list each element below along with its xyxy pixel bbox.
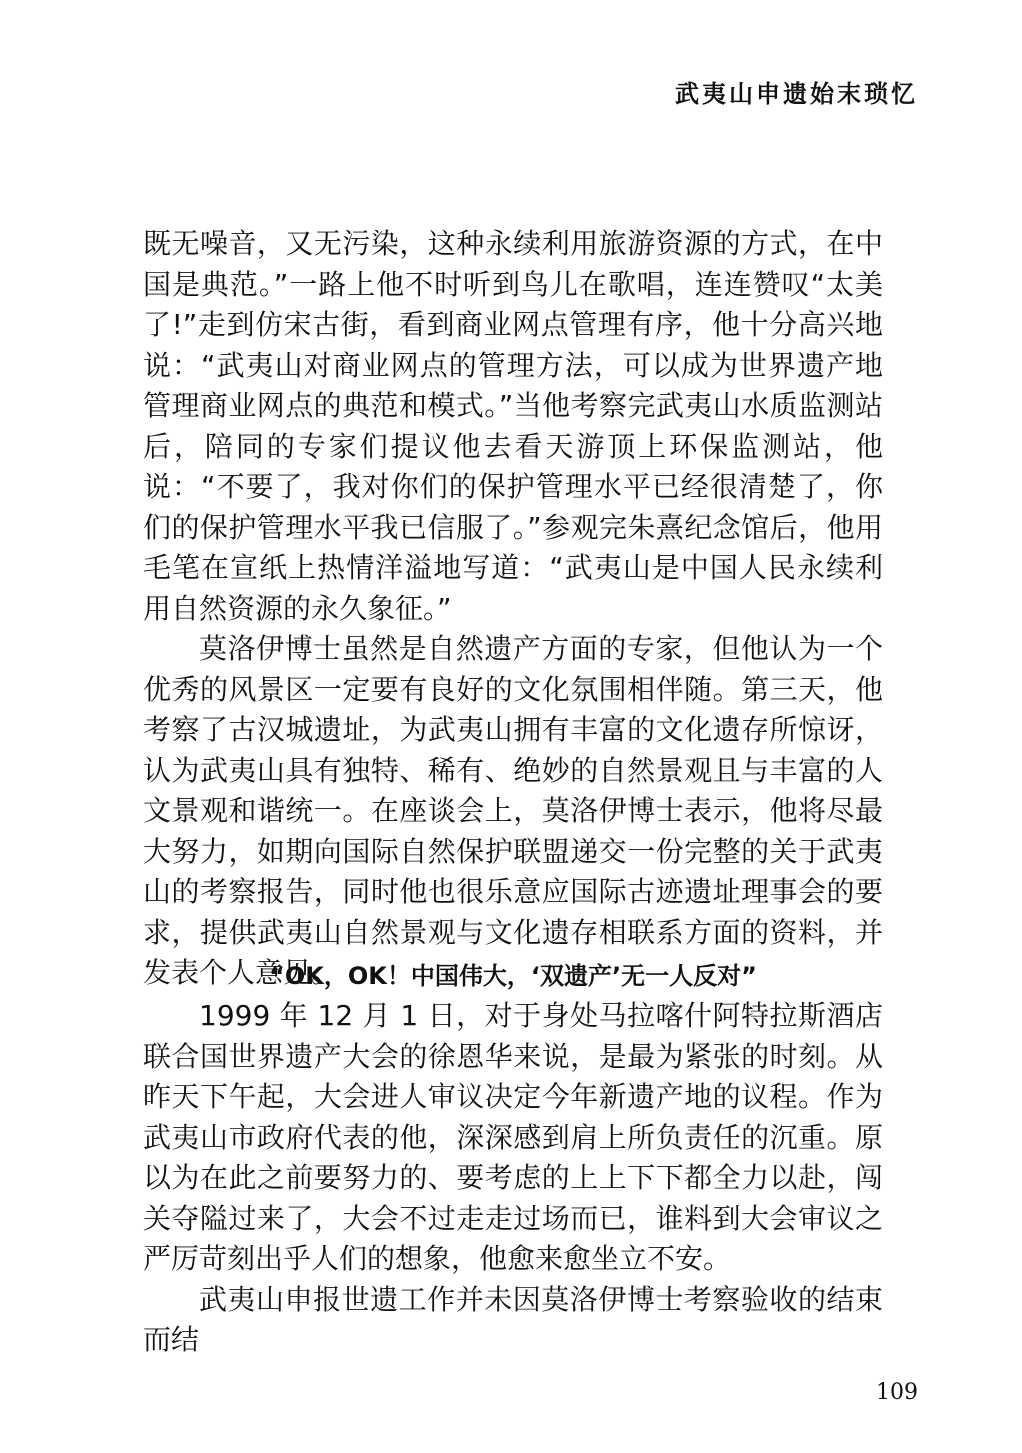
paragraph: 1999 年 12 月 1 日，对于身处马拉喀什阿特拉斯酒店联合国世界遗产大会的徐恩华来说，是最为紧张的时刻。从昨天下午起，大会进人审议决定今年新遗产地的议程。作为武夷山市政府代表的他，深深感到肩上所负责任的沉重。原以为在此之前要努力的、要考虑的上上下下都全力以赴，闯关夺隘过来了，大会不过走走过场而已，谁料到大会审议之严厉苛刻出乎人们的想象，他愈来愈坐立不安。 [143,999,883,1275]
running-header: 武夷山申遗始末琐忆 [675,79,918,108]
paragraph: 武夷山申报世遗工作并未因莫洛伊博士考察验收的结束而结 [143,1282,883,1356]
section-2-body [143,996,883,1361]
paragraph-continued: 既无噪音，又无污染，这种永续利用旅游资源的方式，在中国是典范。”一路上他不时听到鸟儿在歌唱，连连赞叹“太美了!”走到仿宋古街，看到商业网点管理有序，他十分高兴地说：“武夷山对商业网点的管理方法，可以成为世界遗产地管理商业网点的典范和模式。”当他考察完武夷山水质监测站后，陪同的专家们提议他去看天游顶上环保监测站，他说：“不要了，我对你们的保护管理水平已经很清楚了，你们的保护管理水平我已信服了。”参观完朱熹纪念馆后，他用毛笔在宣纸上热情洋溢地写道：“武夷山是中国人民永续利用自然资源的永久象征。” [143,227,883,625]
section-heading: “OK，OK！中国伟大，‘双遗产’无一人反对” [269,962,757,990]
page-number: 109 [876,1380,918,1405]
section-1-body [143,224,883,994]
paragraph: 莫洛伊博士虽然是自然遗产方面的专家，但他认为一个优秀的风景区一定要有良好的文化氛围相伴随。第三天，他考察了古汉城遗址，为武夷山拥有丰富的文化遗存所惊讶，认为武夷山具有独特、稀有、绝妙的自然景观且与丰富的人文景观和谐统一。在座谈会上，莫洛伊博士表示，他将尽最大努力，如期向国际自然保护联盟递交一份完整的关于武夷山的考察报告，同时他也很乐意应国际古迹遗址理事会的要求，提供武夷山自然景观与文化遗存相联系方面的资料，并发表个人意见。 [143,632,883,989]
